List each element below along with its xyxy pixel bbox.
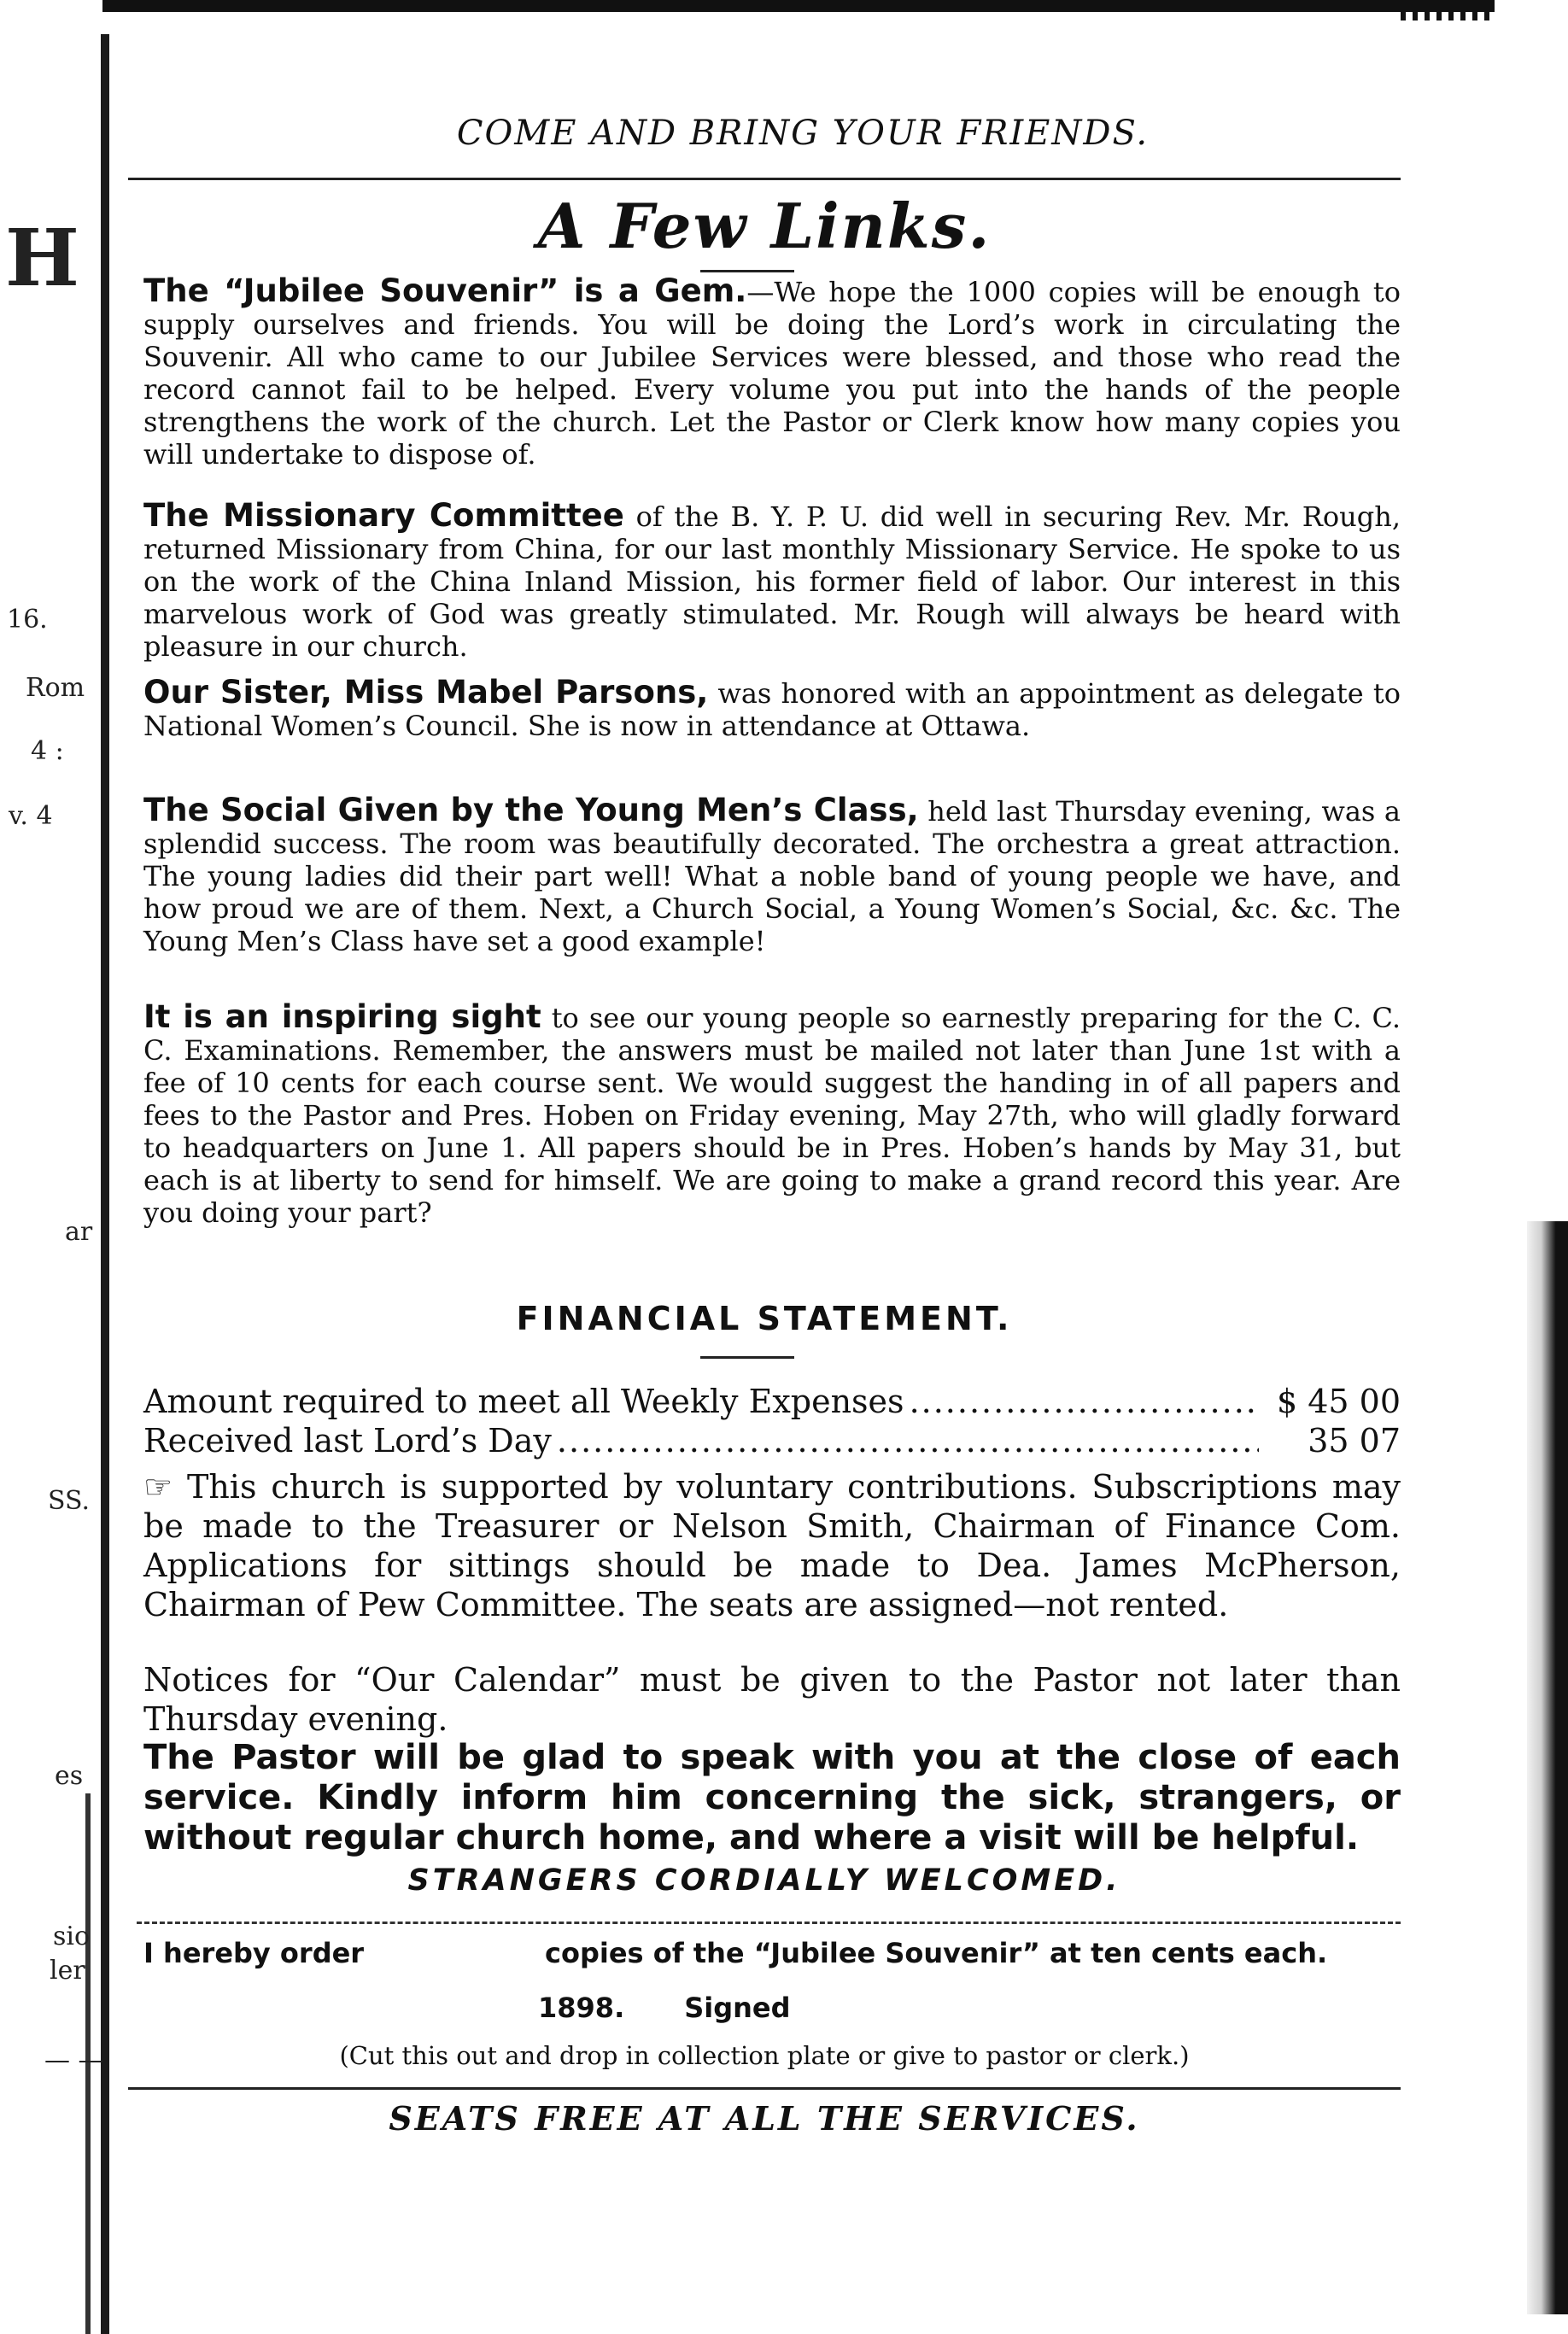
financial-amount: 35 07 [1308, 1422, 1401, 1459]
margin-fragment: — — [44, 2045, 104, 2075]
paragraph-text: was honored with an appointment as delegate to National Women’s Council. She is now in attendance at Ottawa. [143, 677, 1401, 742]
order-left-text: I hereby order [143, 1937, 365, 1969]
pastor-notice: The Pastor will be glad to speak with you at the close of each service. Kindly inform him concerning the sick, strangers, or without regular church home, and where a visit will be helpful. [143, 1738, 1401, 1857]
financial-heading: FINANCIAL STATEMENT. [516, 1300, 1013, 1337]
financial-row [143, 1382, 1401, 1421]
financial-label: Received last Lord’s Day [143, 1422, 552, 1459]
paragraph-jubilee-souvenir [143, 272, 1401, 471]
header-divider [128, 178, 1401, 180]
paragraph-missionary-committee [143, 497, 1401, 663]
margin-fragment: ler [50, 1956, 85, 1986]
paragraph-lead: Our Sister, Miss Mabel Parsons, [143, 674, 709, 711]
paragraph-text: held last Thursday evening, was a splendid success. The room was beautifully decorated. The orchestra a great attraction. The young ladies did their part well! What a noble band of young people we have, and how proud we are of them. Next, a Church Social, a Young Women’s Social, &c. &c. The Young Men’s Class have set a good example! [143, 795, 1401, 957]
leader-dots [910, 1382, 1259, 1421]
margin-fragment: sio [53, 1922, 91, 1951]
scan-edge-dots [1401, 12, 1495, 20]
margin-fragment: es [55, 1761, 84, 1791]
strangers-welcome: STRANGERS CORDIALLY WELCOMED. [407, 1863, 1121, 1898]
margin-fragment: SS. [48, 1486, 91, 1516]
paragraph-lead: It is an inspiring sight [143, 998, 541, 1035]
paragraph-young-mens-social [143, 794, 1401, 957]
margin-fragment: 4 : [31, 736, 64, 766]
order-form-line [143, 1937, 1401, 1969]
order-instructions: (Cut this out and drop in collection plate or give to pastor or clerk.) [339, 2041, 1190, 2070]
paragraph-lead: The Social Given by the Young Men’s Class, [143, 792, 919, 828]
footer-notice: SEATS FREE AT ALL THE SERVICES. [389, 2099, 1140, 2138]
support-text: This church is supported by voluntary contributions. Subscriptions may be made to the Treasurer or Nelson Smith, Chairman of Finance Com. Applications for sittings should be made to Dea. James McPherson, Chairman of Pew Committee. The seats are assigned—not rented. [143, 1468, 1401, 1623]
paragraph-lead: The Missionary Committee [143, 497, 624, 534]
financial-underline [700, 1356, 794, 1359]
support-paragraph [143, 1467, 1401, 1624]
calendar-notice: Notices for “Our Calendar” must be given to the Pastor not later than Thursday evening. [143, 1661, 1401, 1738]
margin-fragment: 16. [7, 605, 48, 635]
running-header: COME AND BRING YOUR FRIENDS. [456, 114, 1150, 153]
paragraph-ccc-examinations [143, 998, 1401, 1229]
paragraph-text: to see our young people so earnestly preparing for the C. C. C. Examinations. Remember, the answers must be mailed not later than June 1st with a fee of 10 cents for each course sent. We would suggest the handing in of all papers and fees to the Pastor and Pres. Hoben on Friday evening, May 27th, who will gladly forward to headquarters on June 1. All papers should be in Pres. Hoben’s hands by May 31, but each is at liberty to send for himself. We are going to make a grand record this year. Are you doing your part? [143, 1002, 1401, 1229]
margin-fragment: v. 4 [9, 801, 53, 831]
financial-row [143, 1421, 1401, 1460]
cut-line [137, 1922, 1401, 1924]
page-title: A Few Links. [537, 190, 992, 262]
paragraph-text: —We hope the 1000 copies will be enough to supply ourselves and friends. You will be doing the Lord’s work in circulating the Souvenir. All who came to our Jubilee Services were blessed, and those who read the record cannot fail to be helped. Every volume you put into the hands of the people strengthens the work of the church. Let the Pastor or Clerk know how many copies you will undertake to dispose of. [143, 276, 1401, 471]
order-signed-label: Signed [684, 1992, 791, 2024]
scan-edge-right-shadow [1527, 1221, 1568, 2314]
scan-edge-left-rule [101, 34, 109, 2334]
order-signature-line [538, 1992, 791, 2024]
paragraph-lead: The “Jubilee Souvenir” is a Gem. [143, 272, 747, 309]
margin-fragment: Rom [26, 673, 85, 703]
financial-amount: $ 45 00 [1276, 1383, 1401, 1420]
leader-dots [557, 1421, 1259, 1460]
financial-label: Amount required to meet all Weekly Expenses [143, 1383, 904, 1420]
margin-fragment: H [5, 212, 79, 304]
order-year: 1898. [538, 1992, 625, 2024]
scan-edge-top [102, 0, 1495, 12]
paragraph-text: of the B. Y. P. U. did well in securing Rev. Mr. Rough, returned Missionary from China, for our last monthly Missionary Service. He spoke to us on the work of the China Inland Mission, his former field of labor. Our interest in this marvelous work of God was greatly stimulated. Mr. Rough will always be heard with pleasure in our church. [143, 500, 1401, 663]
pointing-hand-icon: ☞ [143, 1468, 187, 1506]
footer-divider [128, 2087, 1401, 2090]
margin-fragment: ar [65, 1217, 93, 1247]
paragraph-mabel-parsons [143, 676, 1401, 742]
order-right-text: copies of the “Jubilee Souvenir” at ten cents each. [545, 1937, 1328, 1969]
